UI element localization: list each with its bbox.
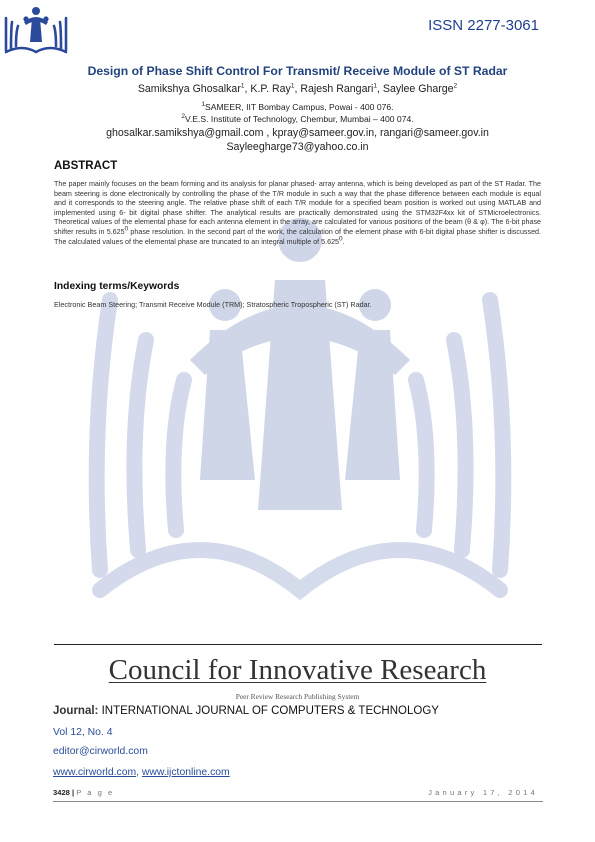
paper-title: Design of Phase Shift Control For Transmit/ Receive Module of ST Radar: [87, 64, 508, 78]
abstract-heading: ABSTRACT: [54, 160, 118, 172]
council-title: Council for Innovative Research: [108, 654, 487, 686]
peer-review-tagline: Peer Review Research Publishing System: [235, 692, 360, 701]
author-affiliation-mark: 1: [373, 82, 377, 90]
abstract-text: .: [342, 237, 345, 246]
cirworld-link[interactable]: www.cirworld.com: [53, 767, 137, 778]
page-number: [53, 788, 114, 797]
keywords-text: Electronic Beam Steering; Transmit Receive Module (TRM); Stratospheric Tropospheric (ST) Radar.: [54, 300, 372, 309]
editor-email: editor@cirworld.com: [53, 746, 148, 757]
page-number-value: 3428: [53, 788, 70, 797]
author-name: Saylee Gharge: [382, 83, 454, 95]
author-emails-line-2: Sayleegharge73@yahoo.co.in: [226, 141, 369, 153]
publication-date: January 17, 2014: [428, 788, 538, 797]
affiliation-text: V.E.S. Institute of Technology, Chembur, Mumbai – 400 074.: [184, 114, 414, 124]
link-separator: ,: [136, 767, 142, 778]
page-label: P a g e: [76, 788, 115, 797]
author-name: Samikshya Ghosalkar: [137, 83, 241, 95]
abstract-text: The paper mainly focuses on the beam forming and its analysis for planar phased- array antenna, which is being developed as part of the ST Radar. The beam steering is done electronically by controlling the phase of the T/R module in such a way that the phase difference between each module is equal and it corresponds to the steering angle. The relative phase shift of each T/R module for a specified beam position is worked out using MATLAB and implemented using 6- bit digital phase shifter. The analytical results are practically demonstrated using the STM32F4xx kit of STMicroelectronics. Theoretical values of the elemental phase for each antenna element in the array, are calculated for various positions of the beam (θ & φ). The 6-bit phase shifter results in 5.625: [54, 180, 541, 236]
degree-mark: 0: [124, 225, 129, 233]
affiliation-mark: 2: [181, 113, 185, 121]
affiliation-text: SAMEER, IIT Bombay Campus, Powai - 400 076.: [205, 102, 394, 112]
watermark-logo-icon: [80, 210, 520, 610]
author-affiliation-mark: 2: [453, 82, 458, 90]
author-affiliation-mark: 1: [290, 82, 295, 90]
journal-logo-icon: [2, 2, 70, 56]
page-separator: |: [69, 788, 77, 797]
page-footer-rule: [53, 801, 543, 802]
abstract-body: [54, 180, 541, 247]
author-name: Rajesh Rangari: [300, 83, 374, 95]
author-name: K.P. Ray: [250, 83, 291, 95]
affiliation-2: [0, 114, 595, 124]
website-links: [53, 767, 230, 778]
footer-divider: [54, 644, 542, 645]
degree-mark: 0: [339, 235, 343, 243]
abstract-text: phase resolution. In the second part of the work, the calculation of the element phase with 6-bit digital phase shifter is discussed. The calculated values of the elemental phase are truncated to an integral multiple of 5.625: [54, 227, 541, 246]
journal-name: INTERNATIONAL JOURNAL OF COMPUTERS & TECHNOLOGY: [98, 705, 439, 717]
keywords-heading: Indexing terms/Keywords: [54, 281, 180, 292]
affiliation-mark: 1: [201, 101, 206, 109]
author-list: Samikshya Ghosalkar$^1$, K.P. Ray$^1$, Rajesh Rangari$^1$, Saylee Gharge$^2$: [137, 82, 458, 95]
author-affiliation-mark: 1: [240, 82, 245, 90]
author-emails-line-1: ghosalkar.samikshya@gmail.com , kpray@sameer.gov.in, rangari@sameer.gov.in: [106, 127, 489, 139]
ijctonline-link[interactable]: www.ijctonline.com: [141, 767, 230, 778]
journal-label: Journal:: [53, 705, 99, 717]
journal-line: [53, 705, 439, 717]
issn-label: ISSN 2277-3061: [428, 17, 539, 34]
volume-info: Vol 12, No. 4: [53, 727, 113, 738]
affiliation-1: [0, 102, 595, 112]
